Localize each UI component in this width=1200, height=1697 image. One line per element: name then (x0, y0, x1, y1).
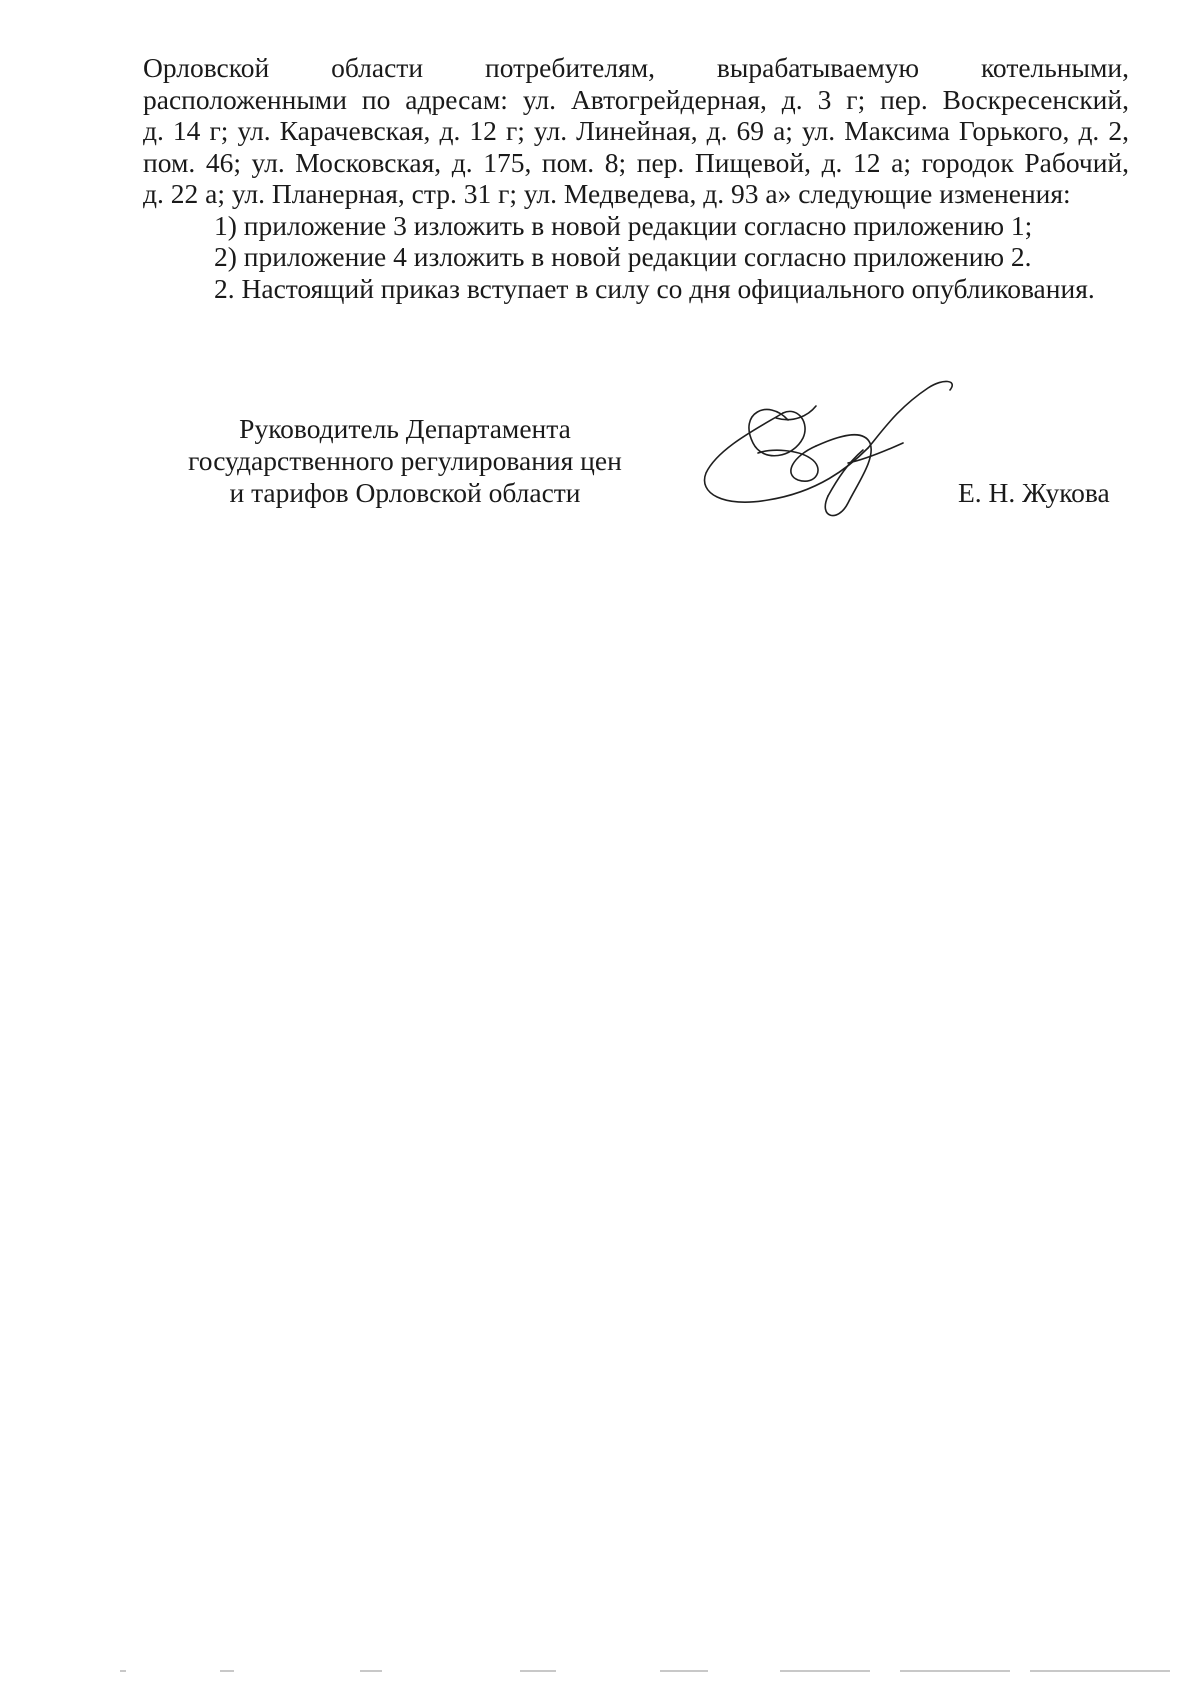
signatory-name: Е. Н. Жукова (958, 477, 1110, 508)
list-item: 2) приложение 4 изложить в новой редакции согласно приложению 2. (214, 241, 1032, 272)
document-body (143, 52, 1129, 304)
paragraph-line: д. 22 а; ул. Планерная, стр. 31 г; ул. Медведева, д. 93 а» следующие изменения: (143, 178, 1071, 209)
handwritten-signature (698, 368, 960, 538)
scan-artifact (100, 1668, 1180, 1674)
paragraph-line: пом. 46; ул. Московская, д. 175, пом. 8; пер. Пищевой, д. 12 а; городок Рабочий, (143, 146, 1129, 178)
signatory-title (170, 413, 640, 509)
signatory-title-line: государственного регулирования цен (188, 445, 622, 476)
paragraph-line: д. 14 г; ул. Карачевская, д. 12 г; ул. Линейная, д. 69 а; ул. Максима Горького, д. 2, (143, 115, 1129, 146)
clause-2: 2. Настоящий приказ вступает в силу со дня официального опубликования. (214, 272, 1095, 304)
signatory-title-line: и тарифов Орловской области (229, 477, 581, 508)
list-item: 1) приложение 3 изложить в новой редакции согласно приложению 1; (214, 209, 1033, 241)
signatory-title-line: Руководитель Департамента (239, 413, 571, 444)
paragraph-line: Орловской области потребителям, вырабатываемую котельными, (143, 52, 1129, 83)
paragraph-line: расположенными по адресам: ул. Автогрейдерная, д. 3 г; пер. Воскресенский, (143, 83, 1129, 115)
